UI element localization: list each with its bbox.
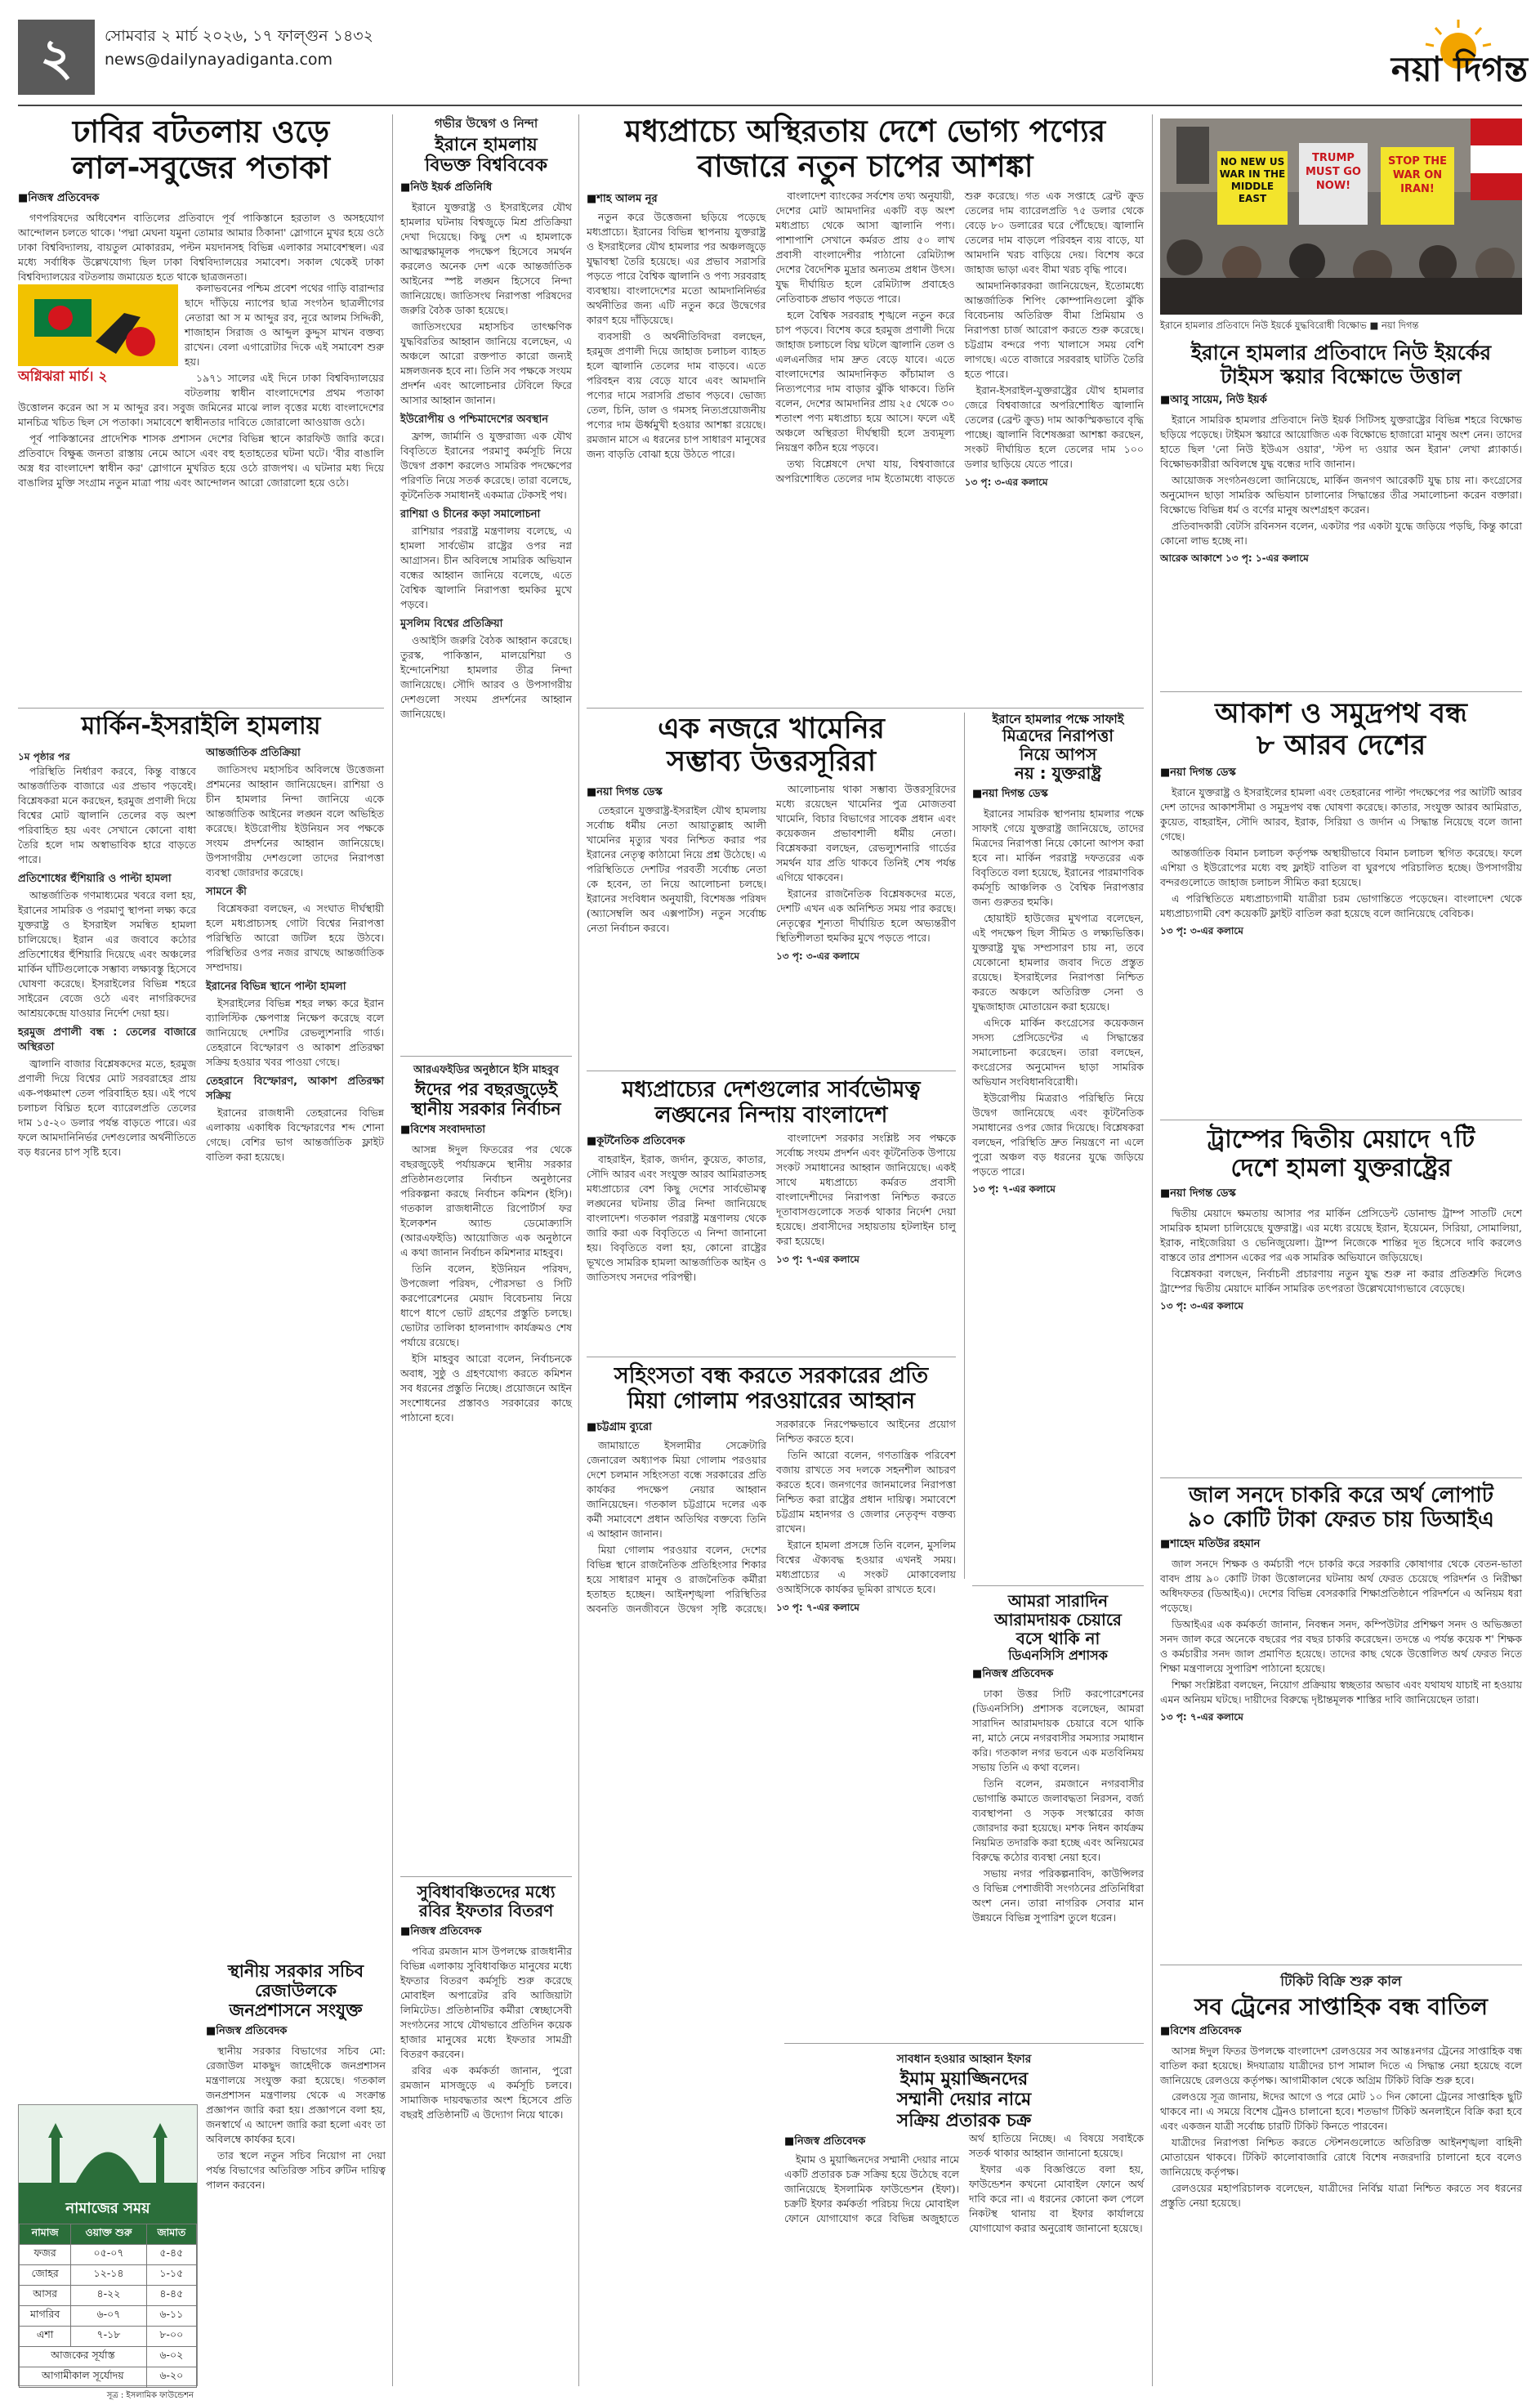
headline: মধ্যপ্রাচ্যের দেশগুলোর সার্বভৌমত্ব [622,1077,921,1102]
logo-text: নয়া দিগন্ত [1390,49,1528,89]
mosque-icon [19,2105,197,2195]
headline: মিয়া গোলাম পরওয়ারের আহ্বান [627,1388,916,1415]
byline: ■ শাহ আলম নূর [587,192,766,207]
rule [784,2043,1144,2044]
prayer-source: সূত্র : ইসলামিক ফাউন্ডেশন [106,2391,194,2400]
paragraph: তিনি আরো বলেন, গণতান্ত্রিক পরিবেশ বজায় রাখতে সব দলকে সহনশীল আচরণ করতে হবে। জনগণের জানমালের নিরাপত্তা নিশ্চিত করা রাষ্ট্রের প্রধান দায়িত্ব। সমাবেশে চট্টগ্রাম মহানগর ও জেলার নেতৃবৃন্দ বক্তব্য রাখেন। [776,1449,956,1536]
paragraph: কলাভবনের পশ্চিম প্রবেশ পথের গাড়ি বারান্দার ছাদে দাঁড়িয়ে ন্যাপের ছাত্র সংগঠন ছাত্রলীগের নেতারা আ স ম আব্দুর রব, নূরে আলম সিদ্দিকী, শাজাহান সিরাজ ও আব্দুল কুদ্দুস মাখন বক্তব্য রাখেন। বেলা এগারোটার দিকে এই সমাবেশ শুরু হয়। [185,282,384,369]
paragraph: তেহরানে যুক্তরাষ্ট্র-ইসরাইল যৌথ হামলায় সর্বোচ্চ ধর্মীয় নেতা আয়াতুল্লাহ আলী খামেনির মৃত্যুর খবর নিশ্চিত করার পর ইরানের নেতৃত্ব কাঠামো নিয়ে প্রশ্ন উঠেছে। এ পরিস্থিতিতে দেশটির পরবর্তী সর্বোচ্চ নেতা কে হবেন, তা নিয়ে আলোচনা চলছে। ইরানের সংবিধান অনুযায়ী, বিশেষজ্ঞ পরিষদ (অ্যাসেম্বলি অব এক্সপার্টস) নতুন সর্বোচ্চ নেতা নির্বাচন করবে। [587,803,766,934]
march-graphic [18,284,178,389]
paragraph: ইরানে হামলা প্রসঙ্গে তিনি বলেন, মুসলিম বিশ্বের ঐক্যবদ্ধ হওয়ার এখনই সময়। মধ্যপ্রাচ্যের এ সংকট মোকাবেলায় ওআইসিকে কার্যকর ভূমিকা রাখতে হবে। [776,1539,956,1596]
article-gabhir [400,114,572,1046]
continued-label: ১ম পৃষ্ঠার পর [18,750,70,762]
continued-label[interactable]: ১৩ পৃ: ৭-এর কলামে [776,1602,859,1614]
headline: লঙ্ঘনের নিন্দায় বাংলাদেশ [654,1102,888,1129]
headline: সক্রিয় প্রতারক চক্র [896,2110,1032,2131]
paragraph: ১৯৭১ সালের এই দিনে ঢাকা বিশ্ববিদ্যালয়ের বটতলায় স্বাধীন বাংলাদেশের প্রথম পতাকা উত্তোলন করেন আ স ম আব্দুর রব। সবুজ জমিনের মাঝে লাল বৃত্তের মধ্যে বাংলাদেশের মানচিত্র খচিত ছিল সে পতাকা। সমাবেশে স্বাধীনতার দাবিতে জোরালো আওয়াজ ওঠে। [18,372,384,429]
col-rule-inner [964,713,965,1579]
headline: বাজারে নতুন চাপের আশঙ্কা [697,148,1033,184]
headline: ট্রাম্পের দ্বিতীয় মেয়াদে ৭টি [1207,1125,1475,1154]
paragraph: আন্তর্জাতিক বিমান চলাচল কর্তৃপক্ষ অস্থায়ীভাবে বিমান চলাচল স্থগিত করেছে। ফলে এশিয়া ও ইউরোপের মধ্যে বহু ফ্লাইট বাতিল বা ঘুরপথে পরিচালিত হচ্ছে। উপসাগরীয় বন্দরগুলোতে জাহাজ চলাচল সীমিত করা হয়েছে। [1160,847,1522,889]
paragraph: এদিকে মার্কিন কংগ্রেসের কয়েকজন সদস্য প্রেসিডেন্টের এ সিদ্ধান্তের সমালোচনা করেছেন। তারা বলছেন, কংগ্রেসের অনুমোদন ছাড়া সামরিক অভিযান সংবিধানবিরোধী। [972,1017,1144,1089]
paragraph: প্রতিবাদকারী বেটসি রবিনসন বলেন, একটার পর একটা যুদ্ধে জড়িয়ে পড়ছি, কিন্তু কারো কোনো লাভ হচ্ছে না। [1160,519,1522,547]
paragraph: ব্যবসায়ী ও অর্থনীতিবিদরা বলছেন, হরমুজ প্রণালী দিয়ে জাহাজ চলাচল ব্যাহত হলে জ্বালানি তেলের দাম বাড়বে। এতে পরিবহন ব্যয় বেড়ে যাবে এবং আমদানি পণ্যের দামে সরাসরি প্রভাব পড়বে। ভোজ্য তেল, চিনি, ডাল ও গমসহ নিত্যপ্রয়োজনীয় পণ্যের দাম ঊর্ধ্বমুখী হওয়ার আশঙ্কা রয়েছে। রমজান মাসে এ ধরনের চাপ সাধারণ মানুষের জন্য বাড়তি বোঝা হয়ে উঠতে পারে। [587,330,766,461]
headline: আমরা সারাদিন [1007,1591,1109,1611]
article-imam [784,2050,1144,2386]
image-caption: অগ্নিঝরা মার্চ। ২ [18,369,108,386]
headline: ঢাবির বটতলায় ওড়ে [72,114,330,150]
article-local-election [400,1062,572,1880]
byline: ■ নিউ ইয়র্ক প্রতিনিধি [400,180,572,197]
paragraph: পূর্ব পাকিস্তানের প্রাদেশিক শাসক প্রশাসন দেশের বিভিন্ন স্থানে কারফিউ জারি করে। প্রতিবাদে বিক্ষুব্ধ জনতা রাস্তায় নেমে আসে এবং বহু হতাহতের ঘটনা ঘটে। 'বীর বাঙালি অস্ত্র ধর বাংলাদেশ স্বাধীন কর' স্লোগানে মুখরিত হয়ে ওঠে রাজপথ। এ ঘটনার মধ্য দিয়ে বাঙালির মুক্তি সংগ্রাম নতুন মাত্রা পায় এবং আন্দোলন আরো জোরালো হয়ে ওঠে। [18,432,384,489]
paragraph: ইরানে যুক্তরাষ্ট্র ও ইসরাইলের যৌথ হামলার ঘটনায় বিশ্বজুড়ে মিশ্র প্রতিক্রিয়া দেখা দিয়েছে। কিছু দেশ এ হামলাকে আত্মরক্ষামূলক পদক্ষেপ হিসেবে সমর্থন করলেও অনেক দেশ একে আন্তর্জাতিক আইনের স্পষ্ট লঙ্ঘন হিসেবে নিন্দা জানিয়েছে। জাতিসংঘ নিরাপত্তা পরিষদের জরুরি বৈঠক ডাকা হয়েছে। [400,200,572,316]
paragraph: আমদানিকারকরা জানিয়েছেন, ইতোমধ্যে আন্তর্জাতিক শিপিং কোম্পানিগুলো ঝুঁকি বিবেচনায় অতিরিক্ত বীমা প্রিমিয়াম ও নিরাপত্তা চার্জ আরোপ করতে শুরু করেছে। চট্টগ্রাম বন্দরে পণ্য খালাসে সময় বেশি লাগছে। এতে বাজারে সরবরাহ ঘাটতি তৈরি হতে পারে। [964,279,1144,381]
col-rule-1 [392,114,393,2386]
headline: রবির ইফতার বিতরণ [418,1901,554,1920]
headline: মার্কিন-ইসরাইলি হামলায় [81,712,321,740]
table-row: জোহর ১২-১৪ ১-১৫ [20,2265,197,2286]
table-row: আজকের সূর্যাস্ত ৬-০২ [20,2347,197,2367]
paragraph: হোয়াইট হাউজের মুখপাত্র বলেছেন, এই পদক্ষেপ ছিল সীমিত ও লক্ষ্যভিত্তিক। যুক্তরাষ্ট্র যুদ্ধ সম্প্রসারণ চায় না, তবে যেকোনো হামলার জবাব দিতে প্রস্তুত রয়েছে। ইসরাইলের নিরাপত্তা নিশ্চিত করতে অঞ্চলে অতিরিক্ত সেনা ও যুদ্ধজাহাজ মোতায়েন করা হয়েছে। [972,912,1144,1013]
paragraph: জাতিসংঘের মহাসচিব তাৎক্ষণিক যুদ্ধবিরতির আহ্বান জানিয়ে বলেছেন, এ অঞ্চলে আরো রক্তপাত কারো জন্যই মঙ্গলজনক হবে না। তিনি সব পক্ষকে সংযম প্রদর্শন এবং আলোচনার টেবিলে ফিরে আসার আহ্বান জানান। [400,320,572,406]
rule [587,708,1144,709]
paragraph: তার স্থলে নতুন সচিব নিয়োগ না দেয়া পর্যন্ত বিভাগের অতিরিক্ত সচিব রুটিন দায়িত্ব পালন করবেন। [206,2149,386,2192]
continued-label[interactable]: ১৩ পৃ: ৭-এর কলামে [972,1183,1056,1196]
headline: ডিএনসিসি প্রশাসক [1008,1647,1108,1663]
paragraph: মিয়া গোলাম পরওয়ার বলেন, দেশের বিভিন্ন স্থানে রাজনৈতিক প্রতিহিংসার শিকার হয়ে সাধারণ মানুষ ও রাজনৈতিক কর্মীরা হতাহত হচ্ছেন। আইনশৃঙ্খলা পরিস্থিতির অবনতি জনজীবনে উদ্বেগ সৃষ্টি করেছে। সরকারকে নিরপেক্ষভাবে আইনের প্রয়োগ নিশ্চিত করতে হবে। [587,1418,956,1616]
byline: ■ কূটনৈতিক প্রতিবেদক [587,1134,766,1149]
paragraph: তিনি বলেন, রমজানে নগরবাসীর ভোগান্তি কমাতে জলাবদ্ধতা নিরসন, বর্জ্য ব্যবস্থাপনা ও সড়ক সংস্কারের কাজ জোরদার করা হয়েছে। মশক নিধন কার্যক্রম নিয়মিত তদারকি করা হচ্ছে এবং অনিয়মের বিরুদ্ধে কঠোর ব্যবস্থা নেয়া হবে। [972,1777,1144,1864]
paragraph: শিক্ষা সংশ্লিষ্টরা বলছেন, নিয়োগ প্রক্রিয়ায় স্বচ্ছতার অভাব এবং যথাযথ যাচাই না হওয়ায় এমন অনিয়ম ঘটছে। দায়ীদের বিরুদ্ধে দৃষ্টান্তমূলক শাস্তির দাবি জানিয়েছেন তারা। [1160,1678,1522,1705]
byline: ■ নয়া দিগন্ত ডেস্ক [972,786,1144,803]
paragraph: আন্তর্জাতিক গণমাধ্যমের খবরে বলা হয়, ইরানের সামরিক ও পরমাণু স্থাপনা লক্ষ্য করে যুক্তরাষ্ট্র ও ইসরাইল সমন্বিত হামলা চালিয়েছে। ইরান এর জবাবে কঠোর প্রতিশোধের হুঁশিয়ারি দিয়েছে এবং অঞ্চলের মার্কিন ঘাঁটিগুলোকে সম্ভাব্য লক্ষ্যবস্তু হিসেবে ঘোষণা করেছে। ইসরাইলের বিভিন্ন শহরে সাইরেন বেজে ওঠে এবং নাগরিকদের আশ্রয়কেন্দ্রে যাওয়ার নির্দেশ দেয়া হয়। [18,888,196,1019]
article-train [1160,1971,1522,2386]
article-airspace [1160,698,1522,1106]
headline: লাল-সবুজের পতাকা [71,149,330,186]
continued-label[interactable]: ১৩ পৃ: ৩-এর কলামে [1160,1300,1243,1312]
headline: সম্মানী দেয়ার নামে [896,2090,1032,2111]
paragraph: বাংলাদেশ ব্যাংকের সর্বশেষ তথ্য অনুযায়ী, দেশের মোট আমদানির একটি বড় অংশ মধ্যপ্রাচ্য থেকে আসা জ্বালানি পণ্য। পাশাপাশি সেখানে কর্মরত প্রায় ৫০ লাখ প্রবাসী বাংলাদেশীর পাঠানো রেমিট্যান্স দেশের বৈদেশিক মুদ্রার অন্যতম প্রধান উৎস। যুদ্ধ দীর্ঘায়িত হলে রেমিট্যান্স প্রবাহেও নেতিবাচক প্রভাব পড়তে পারে। [775,190,955,306]
continued-label[interactable]: ১৩ পৃ: ৭-এর কলামে [776,1254,859,1266]
paragraph: ইরানে সামরিক হামলার প্রতিবাদে নিউ ইয়র্ক সিটিসহ যুক্তরাষ্ট্রের বিভিন্ন শহরে বিক্ষোভ ছড়িয়ে পড়েছে। টাইমস স্কয়ারে আয়োজিত এক বিক্ষোভে হাজারো মানুষ অংশ নেন। তাদের হাতে ছিল 'নো নিউ ইউএস ওয়ার', 'স্টপ দ্য ওয়ার অন ইরান' লেখা প্ল্যাকার্ড। বিক্ষোভকারীরা অবিলম্বে যুদ্ধ বন্ধের দাবি জানান। [1160,413,1522,470]
paragraph: আসন্ন ঈদুল ফিতর উপলক্ষে বাংলাদেশ রেলওয়ের সব আন্তঃনগর ট্রেনের সাপ্তাহিক বন্ধ বাতিল করা হয়েছে। ঈদযাত্রায় যাত্রীদের চাপ সামাল দিতে এ সিদ্ধান্ত নেয়া হয়েছে বলে জানিয়েছে রেলওয়ে কর্তৃপক্ষ। আগামীকাল থেকে অগ্রিম টিকিট বিক্রি শুরু হবে। [1160,2045,1522,2087]
rule [400,1056,572,1057]
paragraph: বাংলাদেশ সরকার সংশ্লিষ্ট সব পক্ষকে সর্বোচ্চ সংযম প্রদর্শন এবং কূটনৈতিক উপায়ে সংকট সমাধানের আহ্বান জানিয়েছে। একই সাথে মধ্যপ্রাচ্যে কর্মরত প্রবাসী বাংলাদেশীদের নিরাপত্তা নিশ্চিত করতে দূতাবাসগুলোকে সতর্ক থাকার নির্দেশ দেয়া হয়েছে। প্রবাসীদের সহায়তায় হটলাইন চালু করা হয়েছে। [776,1132,956,1248]
rule [18,708,384,709]
paragraph: বিশ্লেষকরা বলছেন, নির্বাচনী প্রচারণায় নতুন যুদ্ধ শুরু না করার প্রতিশ্রুতি দিলেও ট্রাম্পের দ্বিতীয় মেয়াদে মার্কিন সামরিক তৎপরতা উল্লেখযোগ্যভাবে বেড়েছে। [1160,1267,1522,1294]
continued-label[interactable]: ১৩ পৃ: ৩-এর কলামে [1160,925,1243,937]
protest-photo-icon [1160,118,1522,315]
headline: দেশে হামলা যুক্তরাষ্ট্রের [1230,1153,1452,1182]
byline: ■ নয়া দিগন্ত ডেস্ক [1160,765,1522,782]
paragraph: আসন্ন ঈদুল ফিতরের পর থেকে বছরজুড়েই পর্যায়ক্রমে স্থানীয় সরকার প্রতিষ্ঠানগুলোর নির্বাচন অনুষ্ঠানের পরিকল্পনা করছে নির্বাচন কমিশন (ইসি)। গতকাল রাজধানীতে রিপোর্টার্স ফর ইলেকশন অ্যান্ড ডেমোক্র্যাসি (আরএফইডি) আয়োজিত এক অনুষ্ঠানে এ কথা জানান নির্বাচন কমিশনার মাহবুব। [400,1143,572,1259]
table-row: আগামীকাল সূর্যোদয় ৬-২০ [20,2367,197,2388]
headline: মিত্রদের নিরাপত্তা [1002,726,1114,746]
paragraph: বাহরাইন, ইরাক, জর্দান, কুয়েত, কাতার, সৌদি আরব এবং সংযুক্ত আরব আমিরাতসহ মধ্যপ্রাচ্যের বেশ কিছু দেশের সার্বভৌমত্ব লঙ্ঘনের ঘটনায় তীব্র নিন্দা জানিয়েছে বাংলাদেশ। গতকাল পররাষ্ট্র মন্ত্রণালয় থেকে জারি করা এক বিবৃতিতে এ নিন্দা জানানো হয়। বিবৃতিতে বলা হয়, কোনো রাষ্ট্রের ভূখণ্ডে সামরিক হামলা আন্তর্জাতিক আইন ও জাতিসংঘ সনদের পরিপন্থী। [587,1153,766,1284]
paragraph: গণপরিষদের অধিবেশন বাতিলের প্রতিবাদে পূর্ব পাকিস্তানে হরতাল ও অসহযোগ আন্দোলন চলতে থাকে। 'পদ্মা মেঘনা যমুনা তোমার আমার ঠিকানা' স্লোগানে মুখর হয়ে ওঠে ঢাকা বিশ্ববিদ্যালয়, বায়তুল মোকাররম, পল্টন ময়দানসহ বিভিন্ন এলাকার সমাবেশস্থল। এর মধ্যে সর্বাধিক উল্লেখযোগ্য ছিল ঢাকা বিশ্ববিদ্যালয়ের সমাবেশ। সকাল থেকেই ঢাকা বিশ্ববিদ্যালয়ের বটতলায় জমায়েত হতে থাকে ছাত্রজনতা। [18,212,384,284]
headline: মধ্যপ্রাচ্যে অস্থিরতায় দেশে ভোগ্য পণ্যের [624,114,1106,149]
subheading: আন্তর্জাতিক প্রতিক্রিয়া [206,746,301,759]
header-email[interactable]: news@dailynayadiganta.com [105,51,333,69]
paragraph: যাত্রীদের নিরাপত্তা নিশ্চিত করতে স্টেশনগুলোতে অতিরিক্ত আইনশৃঙ্খলা বাহিনী মোতায়েন থাকবে। টিকিট কালোবাজারি রোধে বিশেষ নজরদারি চালানো হবে বলেও জানিয়েছে কর্তৃপক্ষ। [1160,2136,1522,2179]
subheading: ইরানের বিভিন্ন স্থানে পাল্টা হামলা [206,980,346,993]
paragraph: আয়োজক সংগঠনগুলো জানিয়েছে, মার্কিন জনগণ আরেকটি যুদ্ধ চায় না। কংগ্রেসের অনুমোদন ছাড়া সামরিক অভিযান চালানোর সিদ্ধান্তের তীব্র সমালোচনা করেন বক্তারা। বিক্ষোভে বিভিন্ন ধর্ম ও বর্ণের মানুষ অংশগ্রহণ করেন। [1160,473,1522,516]
headline: টাইমস স্কয়ার বিক্ষোভে উত্তাল [1221,364,1462,388]
paragraph: আলোচনায় থাকা সম্ভাব্য উত্তরসূরিদের মধ্যে রয়েছেন খামেনির পুত্র মোজতবা খামেনি, বিচার বিভাগের সাবেক প্রধান এবং কয়েকজন প্রভাবশালী ধর্মীয় নেতা। বিশ্লেষকরা বলছেন, রেভল্যুশনারি গার্ডের সমর্থন যার প্রতি থাকবে তিনিই শেষ পর্যন্ত এগিয়ে থাকবেন। [776,782,956,883]
byline: ■ বিশেষ সংবাদদাতা [400,1122,572,1139]
headline: এক নজরে খামেনির [658,713,885,745]
paragraph: ইফার এক বিজ্ঞপ্তিতে বলা হয়, ফাউন্ডেশন কখনো মোবাইল ফোনে অর্থ দাবি করে না। এ ধরনের কোনো কল পেলে নিকটস্থ থানায় বা ইফার কার্যালয়ে যোগাযোগ করার অনুরোধ জানানো হয়েছে। [969,2162,1144,2234]
byline: ■ বিশেষ প্রতিবেদক [1160,2023,1522,2041]
page-number: ২ [39,27,74,87]
kicker: সাবধান হওয়ার আহ্বান ইফার [896,2053,1032,2066]
protest-sign: STOP THE WAR ON IRAN! [1388,155,1447,195]
subheading: মুসলিম বিশ্বের প্রতিক্রিয়া [400,617,503,630]
paragraph: ঢাকা উত্তর সিটি করপোরেশনের (ডিএনসিসি) প্রশাসক বলেছেন, আমরা সারাদিন আরামদায়ক চেয়ারে বসে থাকি না, মাঠে নেমে নগরবাসীর সমস্যার সমাধান করি। গতকাল নগর ভবনে এক মতবিনিময় সভায় তিনি এ কথা বলেন। [972,1688,1144,1774]
article-khamenei [587,713,956,1066]
paragraph: জামায়াতে ইসলামীর সেক্রেটারি জেনারেল অধ্যাপক মিয়া গোলাম পরওয়ার দেশে চলমান সহিংসতা বন্ধে সরকারের প্রতি কার্যকর পদক্ষেপ নেয়ার আহ্বান জানিয়েছেন। গতকাল চট্টগ্রামে দলের এক কর্মী সমাবেশে প্রধান অতিথির বক্তব্যে তিনি এ আহ্বান জানান। [587,1439,766,1540]
paragraph: ওআইসি জরুরি বৈঠক আহ্বান করেছে। তুরস্ক, পাকিস্তান, মালয়েশিয়া ও ইন্দোনেশিয়া হামলার তীব্র নিন্দা জানিয়েছে। সৌদি আরব ও উপসাগরীয় দেশগুলো সংযম প্রদর্শনের আহ্বান জানিয়েছে। [400,633,572,720]
paragraph: রবির এক কর্মকর্তা জানান, পুরো রমজান মাসজুড়ে এ কর্মসূচি চলবে। সামাজিক দায়বদ্ধতার অংশ হিসেবে প্রতি বছরই প্রতিষ্ঠানটি এ উদ্যোগ নিয়ে থাকে। [400,2064,572,2121]
kicker: আরএফইডির অনুষ্ঠানে ইসি মাহবুব [413,1064,560,1076]
byline: ■ নিজস্ব প্রতিবেদক [18,190,384,208]
paragraph: ইরানে যুক্তরাষ্ট্র ও ইসরাইলের হামলা এবং তেহরানের পাল্টা পদক্ষেপের পর আটটি আরব দেশ তাদের আকাশসীমা ও সমুদ্রপথ বন্ধ ঘোষণা করেছে। কাতার, সংযুক্ত আরব আমিরাত, কুয়েত, বাহরাইন, সৌদি আরব, ইরাক, সিরিয়া ও জর্দান এ সিদ্ধান্ত নিয়েছে বলে জানা গেছে। [1160,786,1522,843]
headline: ঈদের পর বছরজুড়েই [414,1080,558,1099]
paragraph: জাল সনদে শিক্ষক ও কর্মচারী পদে চাকরি করে সরকারি কোষাগার থেকে বেতন-ভাতা বাবদ প্রায় ৯০ কোটি টাকা উত্তোলনের ঘটনায় অর্থ ফেরত চেয়েছে পরিদর্শন ও নিরীক্ষা অধিদফতর (ডিআইএ)। দেশের বিভিন্ন বেসরকারি শিক্ষাপ্রতিষ্ঠানে পরিদর্শনে এ অনিয়ম ধরা পড়েছে। [1160,1557,1522,1614]
paragraph: ইরানের সামরিক স্থাপনায় হামলার পক্ষে সাফাই গেয়ে যুক্তরাষ্ট্র জানিয়েছে, তাদের মিত্রদের নিরাপত্তা নিয়ে কোনো আপস করা হবে না। মার্কিন পররাষ্ট্র দফতরের এক বিবৃতিতে বলা হয়েছে, ইরানের পারমাণবিক কর্মসূচি আঞ্চলিক ও বৈশ্বিক নিরাপত্তার জন্য গুরুতর হুমকি। [972,807,1144,909]
col-rule-2 [578,114,579,2386]
byline: ■ নয়া দিগন্ত ডেস্ক [587,785,766,800]
headline: বসে থাকি না [1016,1629,1100,1648]
paragraph: জ্বালানি বাজার বিশ্লেষকদের মতে, হরমুজ প্রণালী দিয়ে বিশ্বের মোট সরবরাহের প্রায় এক-পঞ্চমাংশ তেল পরিবাহিত হয়। এই পথে চলাচল বিঘ্নিত হলে ব্যারেলপ্রতি তেলের দাম ১৫-২০ ডলার পর্যন্ত বাড়তে পারে। এর ফলে আমদানিনির্ভর দেশগুলোর অর্থনীতিতে বড় ধরনের চাপ সৃষ্টি হবে। [18,1057,196,1158]
paragraph: রেলওয়ের মহাপরিচালক বলেছেন, যাত্রীদের নির্বিঘ্ন যাত্রা নিশ্চিত করতে সব ধরনের প্রস্তুতি নেয়া হয়েছে। [1160,2182,1522,2210]
rule [972,1585,1144,1586]
paragraph: রেলওয়ে সূত্র জানায়, ঈদের আগে ও পরে মোট ১০ দিন কোনো ট্রেনের সাপ্তাহিক ছুটি থাকবে না। এ সময়ে বিশেষ ট্রেনও চালানো হবে। শতভাগ টিকিট অনলাইনে বিক্রি করা হবে এবং একজন যাত্রী সর্বোচ্চ চারটি টিকিট কিনতে পারবেন। [1160,2090,1522,2133]
page-number-box [18,20,95,95]
header-date: সোমবার ২ মার্চ ২০২৬, ১৭ ফাল্গুন ১৪৩২ [105,27,374,45]
subheading: প্রতিশোধের হুঁশিয়ারি ও পাল্টা হামলা [18,872,172,885]
article-robi-iftar [400,1883,572,2389]
article-nyc [1160,342,1522,668]
continued-label[interactable]: আরেক আকাশে ১৩ পৃ: ১-এর কলামে [1160,552,1309,564]
byline: ■ নিজস্ব প্রতিবেদক [206,2023,386,2041]
paragraph: ইরানের রাজধানী তেহরানের বিভিন্ন এলাকায় একাধিক বিস্ফোরণের শব্দ শোনা গেছে। বেশির ভাগ আন্তর্জাতিক ফ্লাইট বাতিল করা হয়েছে। [206,1106,384,1163]
protest-sign: NO NEW US WAR IN THE MIDDLE EAST [1219,156,1286,204]
article-trump [1160,1126,1522,1469]
paragraph: নতুন করে উত্তেজনা ছড়িয়ে পড়েছে মধ্যপ্রাচ্যে। ইরানের বিভিন্ন স্থাপনায় যুক্তরাষ্ট্র ও ইসরাইলের যৌথ হামলার পর অঞ্চলজুড়ে যুদ্ধাবস্থা তৈরি হয়েছে। এর প্রভাব সরাসরি পড়তে পারে বৈশ্বিক জ্বালানি ও পণ্য সরবরাহ ব্যবস্থায়। বাংলাদেশের মতো আমদানিনির্ভর অর্থনীতির জন্য এটি নতুন করে উদ্বেগের কারণ হয়ে দাঁড়িয়েছে। [587,211,766,327]
article-lg-secretary [206,1961,386,2386]
paragraph: বিশ্লেষকরা বলছেন, এ সংঘাত দীর্ঘস্থায়ী হলে মধ্যপ্রাচ্যসহ গোটা বিশ্বের নিরাপত্তা পরিস্থিতি আরো জটিল হয়ে উঠবে। পরিস্থিতির ওপর নজর রাখছে আন্তর্জাতিক সম্প্রদায়। [206,901,384,973]
paragraph: হলে বৈশ্বিক সরবরাহ শৃঙ্খলে নতুন করে চাপ পড়বে। বিশেষ করে হরমুজ প্রণালী দিয়ে জাহাজ চলাচলে বিঘ্ন ঘটলে জ্বালানি তেল ও এলএনজির দাম দ্রুত বেড়ে যাবে। এতে বাংলাদেশের আমদানিকৃত কাঁচামাল ও নিত্যপণ্যের দাম বাড়ার ঝুঁকি থাকবে। তিনি বলেন, দেশের আমদানির প্রায় ২৫ থেকে ৩০ শতাংশ পণ্য মধ্যপ্রাচ্য হয়ে আসে। ফলে এই অঞ্চলে অস্থিরতা দীর্ঘস্থায়ী হলে দ্রব্যমূল্য নিয়ন্ত্রণ কঠিন হয়ে পড়বে। [775,309,955,454]
headline: ইরানে হামলায় [435,135,538,155]
headline: সম্ভাব্য উত্তরসূরিরা [666,745,877,779]
paragraph: স্থানীয় সরকার বিভাগের সচিব মো: রেজাউল মাকছুদ জাহেদীকে জনপ্রশাসন মন্ত্রণালয়ে সংযুক্ত করা হয়েছে। গতকাল জনপ্রশাসন মন্ত্রণালয় থেকে এ সংক্রান্ত প্রজ্ঞাপন জারি করা হয়। প্রজ্ঞাপনে বলা হয়, জনস্বার্থে এ আদেশ জারি করা হলো এবং তা অবিলম্বে কার্যকর হবে। [206,2045,386,2146]
headline: রেজাউলকে [254,1981,337,2001]
byline: ■ শাহেদ মতিউর রহমান [1160,1536,1522,1553]
article-sovereignty [587,1077,956,1352]
flag-hand-icon [18,284,178,366]
byline: ■ আবু সায়েম, নিউ ইয়র্ক [1160,392,1522,409]
table-row: আসর ৪-২২ ৪-৪৫ [20,2286,197,2306]
masthead-logo[interactable] [1352,18,1528,92]
col-rule-3 [1152,114,1153,2386]
nyc-protest-photo [1160,118,1522,315]
article-iran-safety [972,713,1144,1579]
byline: ■ নিজস্ব প্রতিবেদক [972,1666,1144,1683]
photo-caption: ইরানে হামলার প্রতিবাদে নিউ ইয়র্কে যুদ্ধবিরোধী বিক্ষোভ ■ নয়া দিগন্ত [1160,320,1419,331]
paragraph: ইসি মাহবুব আরো বলেন, নির্বাচনকে অবাধ, সুষ্ঠু ও গ্রহণযোগ্য করতে কমিশন সব ধরনের প্রস্তুতি নিচ্ছে। প্রয়োজনে আইন সংশোধনের প্রস্তাবও সরকারের কাছে পাঠানো হবে। [400,1352,572,1424]
headline: ইরানে হামলার পক্ষে সাফাই [992,712,1124,726]
headline: সুবিধাবঞ্চিতদের মধ্যে [417,1882,556,1902]
headline: স্থানীয় সরকার সচিব [227,1961,364,1981]
paragraph: পবিত্র রমজান মাস উপলক্ষে রাজধানীর বিভিন্ন এলাকায় সুবিধাবঞ্চিত মানুষের মধ্যে ইফতার বিতরণ কর্মসূচি শুরু করেছে মোবাইল অপারেটর রবি আজিয়াটা লিমিটেড। প্রতিষ্ঠানটির কর্মীরা স্বেচ্ছাসেবী সংগঠনের সাথে যৌথভাবে প্রতিদিন কয়েক হাজার মানুষের মধ্যে ইফতার সামগ্রী বিতরণ করবেন। [400,1945,572,2060]
paragraph: পরিস্থিতি নির্ধারণ করবে, কিন্তু বাস্তবে আন্তর্জাতিক বাজারে এর প্রভাব পড়বেই। বিশ্লেষকরা মনে করছেন, হরমুজ প্রণালী দিয়ে বিশ্বের মোট জ্বালানি তেলের বড় অংশ পরিবাহিত হয় এবং সেখানে কোনো বাধা তৈরি হলে দাম অস্বাভাবিক হারে বাড়তে পারে। [18,764,196,865]
subheading: সামনে কী [206,885,247,898]
paragraph: রাশিয়ার পররাষ্ট্র মন্ত্রণালয় বলেছে, এ হামলা সার্বভৌম রাষ্ট্রের ওপর নগ্ন আগ্রাসন। চীন অবিলম্বে সামরিক অভিযান বন্ধের আহ্বান জানিয়ে বলেছে, এতে বৈশ্বিক জ্বালানি নিরাপত্তা হুমকির মুখে পড়বে। [400,524,572,610]
rule [400,1876,572,1877]
headline: ৯০ কোটি টাকা ফেরত চায় ডিআইএ [1188,1507,1494,1532]
paragraph: তথ্য বিশ্লেষণে দেখা যায়, বিশ্ববাজারে অপরিশোধিত তেলের দাম ইতোমধ্যে বাড়তে শুরু করেছে। গত এক সপ্তাহে ব্রেন্ট ক্রুড তেলের দাম ব্যারেলপ্রতি ৭৫ ডলার থেকে বেড়ে ৮০ ডলারের ঘরে পৌঁছেছে। জ্বালানি তেলের দাম বাড়লে পরিবহন ব্যয় বাড়ে, যা আমদানি খরচ বাড়িয়ে দেয়। বিশেষ করে জাহাজ ভাড়া এবং বীমা খরচ বৃদ্ধি পাবে। [775,190,1144,485]
col-header: নামাজ [20,2224,71,2245]
headline: ৮ আরব দেশের [1256,729,1426,762]
article-us-israel [18,713,384,2085]
paragraph: ইউরোপীয় মিত্ররাও পরিস্থিতি নিয়ে উদ্বেগ জানিয়েছে এবং কূটনৈতিক সমাধানের ওপর জোর দিয়েছে। বিশ্লেষকরা বলছেন, পরিস্থিতি দ্রুত নিয়ন্ত্রণে না এলে পুরো অঞ্চল বড় ধরনের যুদ্ধে জড়িয়ে পড়তে পারে। [972,1092,1144,1178]
headline: বিভক্ত বিশ্ববিবেক [424,155,548,177]
masthead-rule [18,105,1522,106]
col-header: ওয়াক্ত শুরু [71,2224,146,2245]
paragraph: ফ্রান্স, জার্মানি ও যুক্তরাজ্য এক যৌথ বিবৃতিতে ইরানের পরমাণু কর্মসূচি নিয়ে উদ্বেগ প্রকাশ করলেও সামরিক পদক্ষেপের পরিণতি নিয়ে সতর্ক করেছে। তারা বলেছে, কূটনৈতিক সমাধানই একমাত্র টেকসই পথ। [400,429,572,501]
paragraph: এ পরিস্থিতিতে মধ্যপ্রাচ্যগামী যাত্রীরা চরম ভোগান্তিতে পড়েছেন। বাংলাদেশ থেকে মধ্যপ্রাচ্যগামী বেশ কয়েকটি ফ্লাইট বাতিল করা হয়েছে বলে জানিয়েছে বেবিচক। [1160,892,1522,920]
table-row: ফজর ০৫-০৭ ৫-৪৫ [20,2245,197,2265]
byline: ■ নয়া দিগন্ত ডেস্ক [1160,1186,1522,1203]
continued-label[interactable]: ১৩ পৃ: ৩-এর কলামে [776,950,859,962]
paragraph: তিনি বলেন, ইউনিয়ন পরিষদ, উপজেলা পরিষদ, পৌরসভা ও সিটি করপোরেশনের মেয়াদ বিবেচনায় নিয়ে ধাপে ধাপে ভোট গ্রহণের প্রস্তুতি চলছে। ভোটার তালিকা হালনাগাদ কার্যক্রমও শেষ পর্যায়ে রয়েছে। [400,1263,572,1349]
paragraph: ইরানের রাজনৈতিক বিশ্লেষকদের মতে, দেশটি এখন এক অনিশ্চিত সময় পার করছে। নেতৃত্বের শূন্যতা দীর্ঘায়িত হলে অভ্যন্তরীণ স্থিতিশীলতা হুমকির মুখে পড়তে পারে। [776,887,956,944]
byline: ■ নিজস্ব প্রতিবেদক [400,1924,572,1941]
continued-label[interactable]: ১৩ পৃ: ৭-এর কলামে [1160,1710,1243,1723]
headline: নিয়ে আপস [1019,744,1097,765]
paragraph: ইরান-ইসরাইল-যুক্তরাষ্ট্রের যৌথ হামলার জেরে বিশ্ববাজারে অপরিশোধিত জ্বালানি তেলের (ব্রেন্ট ক্রুড) দাম আকস্মিকভাবে বৃদ্ধি পাচ্ছে। জ্বালানি বিশেষজ্ঞরা আশঙ্কা করছেন, সংকট দীর্ঘায়িত হলে তেলের দাম ১০০ ডলার ছাড়িয়ে যেতে পারে। [964,384,1144,471]
headline: আকাশ ও সমুদ্রপথ বন্ধ [1215,697,1467,730]
prayer-title: নামাজের সময় [19,2195,197,2224]
subheading: হরমুজ প্রণালী বন্ধ : তেলের বাজারে অস্থিরতা [18,1026,196,1053]
headline: নয় : যুক্তরাষ্ট্র [1014,763,1102,784]
byline: ■ চট্টগ্রাম ব্যুরো [587,1420,766,1435]
headline: সব ট্রেনের সাপ্তাহিক বন্ধ বাতিল [1194,1993,1489,2020]
subheading: ইউরোপীয় ও পশ্চিমাদেশের অবস্থান [400,413,548,426]
headline: জনপ্রশাসনে সংযুক্ত [229,2000,363,2021]
paragraph: জাতিসংঘ মহাসচিব অবিলম্বে উত্তেজনা প্রশমনের আহ্বান জানিয়েছেন। রাশিয়া ও চীন হামলার নিন্দা জানিয়ে একে আন্তর্জাতিক আইনের লঙ্ঘন বলে অভিহিত করেছে। ইউরোপীয় ইউনিয়ন সব পক্ষকে সংযম প্রদর্শনের আহ্বান জানিয়েছে। উপসাগরীয় দেশগুলো তাদের নিরাপত্তা ব্যবস্থা জোরদার করেছে। [206,762,384,878]
headline: সহিংসতা বন্ধ করতে সরকারের প্রতি [614,1363,929,1388]
byline: ■ নিজস্ব প্রতিবেদক [784,2135,959,2149]
protest-sign: TRUMP MUST GO NOW! [1306,152,1361,192]
headline: স্থানীয় সরকার নির্বাচন [411,1099,561,1120]
paragraph: ইসরাইলের বিভিন্ন শহর লক্ষ্য করে ইরান ব্যালিস্টিক ক্ষেপণাস্ত্র নিক্ষেপ করেছে বলে জানিয়েছে দেশটির রেভল্যুশনারি গার্ড। তেহরানে বিস্ফোরণ ও আকাশ প্রতিরক্ষা সক্রিয় হওয়ার খবর পাওয়া গেছে। [206,996,384,1068]
paragraph: দ্বিতীয় মেয়াদে ক্ষমতায় আসার পর মার্কিন প্রেসিডেন্ট ডোনাল্ড ট্রাম্প সাতটি দেশে সামরিক হামলা চালিয়েছে যুক্তরাষ্ট্র। এর মধ্যে রয়েছে ইরান, ইয়েমেন, সিরিয়া, সোমালিয়া, ইরাক, নাইজেরিয়া ও ভেনিজুয়েলা। ট্রাম্প নিজেকে শান্তির দূত হিসেবে দাবি করলেও বাস্তবে তার প্রশাসন একের পর এক সামরিক অভিযানে জড়িয়েছে। [1160,1207,1522,1263]
continued-label[interactable]: ১৩ পৃ: ৩-এর কলামে [964,476,1048,489]
col-header: জামাত [146,2224,196,2245]
table-row: মাগরিব ৬-০৭ ৬-১১ [20,2306,197,2327]
prayer-times-box [18,2104,198,2400]
paragraph: ডিআইএর এক কর্মকর্তা জানান, নিবন্ধন সনদ, কম্পিউটার প্রশিক্ষণ সনদ ও অভিজ্ঞতা সনদ জাল করে অনেকে বছরের পর বছর চাকরি করেছেন। তদন্তে এ পর্যন্ত কয়েক শ' শিক্ষক ও কর্মচারীর সনদ জাল প্রমাণিত হয়েছে। তাদের কাছ থেকে উত্তোলিত অর্থ ফেরত নিতে শিক্ষা মন্ত্রণালয়ে সুপারিশ পাঠানো হয়েছে। [1160,1617,1522,1674]
prayer-table [19,2224,197,2388]
headline: আরামদায়ক চেয়ারে [994,1610,1122,1629]
paragraph: ইমাম ও মুয়াজ্জিনদের সম্মানী দেয়ার নামে একটি প্রতারক চক্র সক্রিয় হয়ে উঠেছে বলে জানিয়েছে ইসলামিক ফাউন্ডেশন (ইফা)। চক্রটি ইফার কর্মকর্তা পরিচয় দিয়ে মোবাইল ফোনে যোগাযোগ করে বিভিন্ন অজুহাতে অর্থ হাতিয়ে নিচ্ছে। এ বিষয়ে সবাইকে সতর্ক থাকার আহ্বান জানানো হয়েছে। [784,2131,1144,2224]
table-row: এশা ৭-১৮ ৮-০০ [20,2327,197,2347]
subheading: রাশিয়া ও চীনের কড়া সমালোচনা [400,507,541,521]
rule [1160,691,1522,692]
kicker: গভীর উদ্বেগ ও নিন্দা [434,116,538,131]
headline: ইরানে হামলার প্রতিবাদে নিউ ইয়র্কের [1190,341,1492,364]
paragraph: সভায় নগর পরিকল্পনাবিদ, কাউন্সিলর ও বিভিন্ন পেশাজীবী সংগঠনের প্রতিনিধিরা অংশ নেন। তারা নাগরিক সেবার মান উন্নয়নে বিভিন্ন সুপারিশ তুলে ধরেন। [972,1867,1144,1924]
article-fake-certificate [1160,1484,1522,1958]
rule [1160,1477,1522,1478]
headline: জাল সনদে চাকরি করে অর্থ লোপাট [1189,1483,1493,1508]
kicker: টিকিট বিক্রি শুরু কাল [1280,1974,1402,1990]
headline: ইমাম মুয়াজ্জিনদের [899,2069,1029,2090]
article-main [587,114,1144,703]
article-dhabi [18,114,384,703]
subheading: তেহরানে বিস্ফোরণ, আকাশ প্রতিরক্ষা সক্রিয় [206,1075,384,1102]
